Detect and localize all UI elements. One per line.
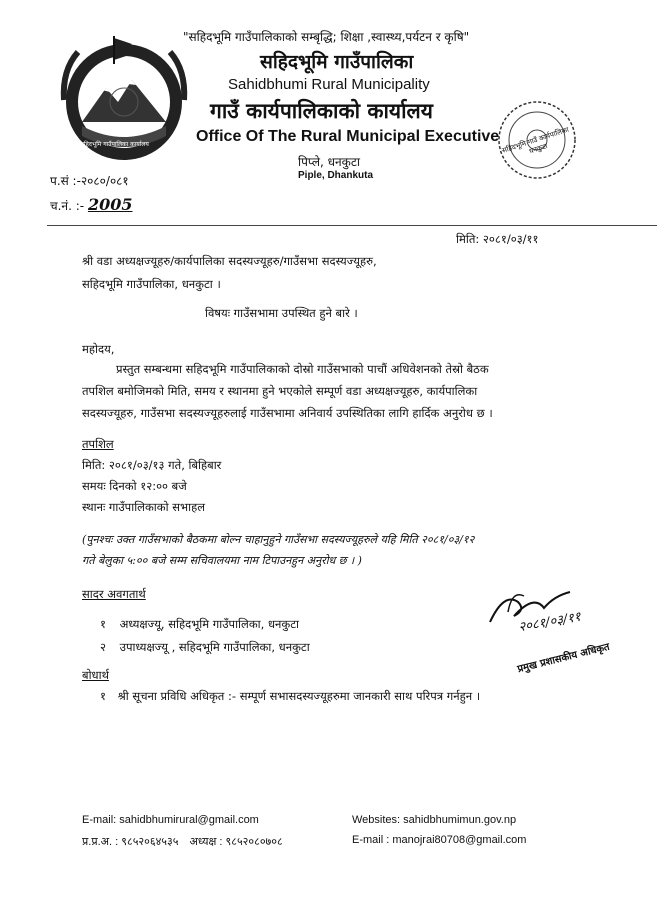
body-line-2: तपशिल बमोजिमको मिति, समय र स्थानमा हुने भएकोले सम्पूर्ण वडा अध्यक्षज्यूहरु, कार्यपालिका [82,384,478,398]
municipality-motto: "सहिदभूमि गाउँपालिकाको सम्बृद्धि; शिक्षा ,स्वास्थ्य,पर्यटन र कृषि" [183,30,470,44]
letter-subject: विषयः गाउँसभामा उपस्थित हुने बारे । [205,306,358,320]
logo-caption: सहिदभूमि गाउँपालिका कार्यालय [80,141,149,148]
footer-phone2: ९८५२०८०७०८ [225,836,283,848]
footer-phone1: ९८५२०६४५३५ [121,836,179,848]
details-heading: तपशिल [82,437,114,451]
seal-text: सहिदभूमि गाउँ कार्यपालिका धनकुटा [501,125,570,156]
info-item-1-text: श्री सूचना प्रविधि अधिकृत :- सम्पूर्ण सभासदस्यज्यूहरुमा जानकारी साथ परिपत्र गर्नहुन । [117,689,481,703]
cc-heading: सादर अवगतार्थ [82,587,146,601]
municipality-name-np: सहिदभूमि गाउँपालिका [260,51,414,73]
footer-website-value: sahidbhumimun.gov.np [403,814,517,826]
info-item-1-number: १ [100,689,106,703]
cc-item-1 [100,617,299,632]
handwritten-note-line-2: गते बेलुका ५:०० बजे सम्म सचिवालयमा नाम टिपाउनहुन अनुरोध छ । ) [82,554,362,567]
details-time: समयः दिनको १२:०० बजे [82,479,187,493]
address-en: Piple, Dhankuta [298,170,374,181]
body-line-1: प्रस्तुत सम्बन्धमा सहिदभूमि गाउँपालिकाको दोस्रो गाउँसभाको पाचौं अधिवेशनको तेस्रो बैठक [116,362,489,376]
footer-phones [82,834,283,849]
cn-value: 2005 [87,195,133,214]
recipient-line-1: श्री वडा अध्यक्षज्यूहरु/कार्यपालिका सदस्यज्यूहरु/गाउँसभा सदस्यज्यूहरु, [82,254,377,268]
recipient-line-2: सहिदभूमि गाउँपालिका, धनकुटा । [82,277,221,291]
info-heading: बोधार्थ [82,668,109,682]
details-place: स्थानः गाउँपालिकाको सभाहल [82,500,205,514]
ps-value: २०८०/०८१ [80,174,129,188]
footer-email2-label: E-mail : [352,834,390,846]
office-name-en: Office Of The Rural Municipal Executive [196,128,500,145]
cc-item-1-text: अध्यक्षज्यू, सहिदभूमि गाउँपालिका, धनकुटा [119,617,300,631]
address-np: पिप्ले, धनकुटा [298,155,361,169]
footer-phone2-label: अध्यक्ष : [189,836,223,848]
details-date: मिति: २०८१/०३/१३ गते, बिहिबार [82,458,222,472]
footer-email [82,814,259,826]
footer-email2 [352,834,526,846]
municipality-logo-icon [58,30,190,170]
info-item-1 [100,689,480,704]
municipality-name-en: Sahidbhumi Rural Municipality [228,76,430,93]
footer-email-value: sahidbhumirural@gmail.com [119,814,259,826]
body-line-3: सदस्यज्यूहरु, गाउँसभा सदस्यज्यूहरुलाई गाउँसभामा अनिवार्य उपस्थितिका लागि हार्दिक अनुरोध छ । [82,406,493,420]
signature-stamp-title: प्रमुख प्रशासकीय अधिकृत [516,641,611,676]
cc-item-2-text: उपाध्यक्षज्यू , सहिदभूमि गाउँपालिका, धनकुटा [119,640,310,654]
cc-item-2 [100,640,310,655]
handwritten-note-line-1: (पुनश्चः उक्त गाउँसभाको बैठकमा बोल्न चाहानुहुने गाउँसभा सदस्यज्यूहरुले यहि मिति २०८१/०३/१२ [82,533,475,546]
footer-email2-value: manojrai80708@gmail.com [392,834,527,846]
cc-item-2-number: २ [100,640,106,654]
cn-label: च.नं. :- [50,199,85,213]
dispatch-number [50,195,132,214]
footer-email-label: E-mail: [82,814,117,826]
reference-number [50,172,129,189]
cc-item-1-number: १ [100,617,106,631]
office-name-np: गाउँ कार्यपालिकाको कार्यालय [210,99,433,123]
footer-website [352,814,516,826]
letter-date: मिति: २०८१/०३/११ [456,232,539,246]
ps-label: प.सं :- [50,174,81,188]
signature-date: २०८१/०३/११ [517,609,582,636]
footer-website-label: Websites: [352,814,401,826]
salutation: महोदय, [82,342,115,356]
header-divider [47,225,657,226]
footer-phone1-label: प्र.प्र.अ. : [82,836,119,848]
